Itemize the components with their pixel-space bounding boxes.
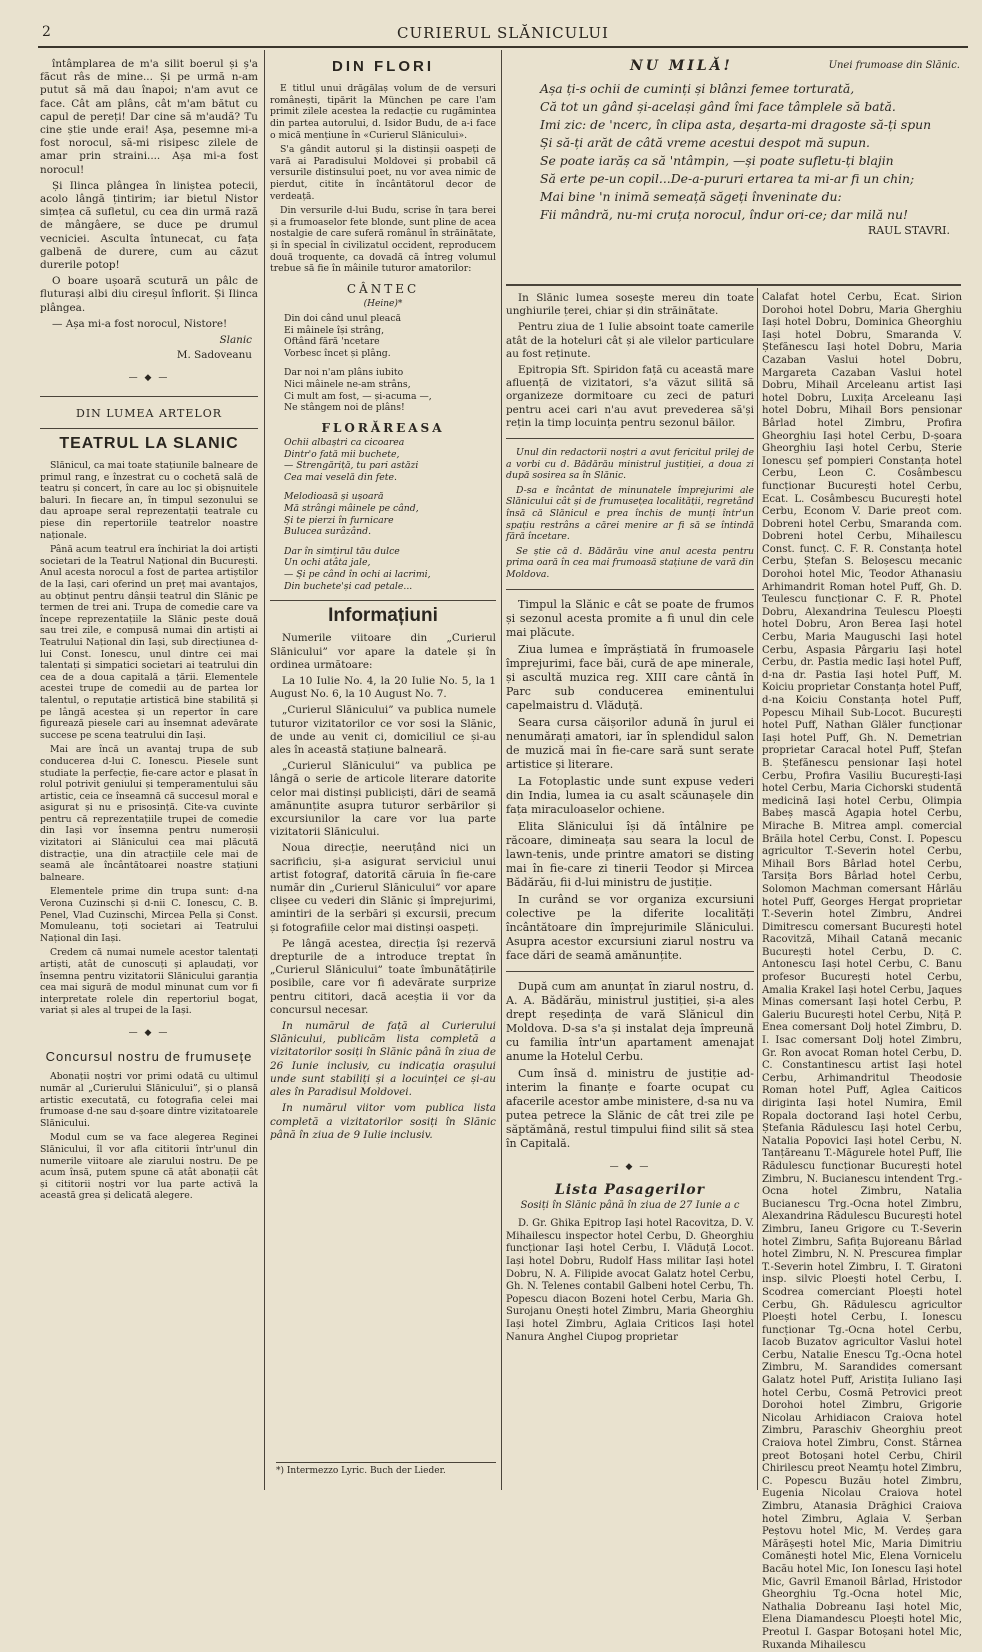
minister-report	[506, 980, 754, 1151]
ornament-divider: — ◆ —	[128, 373, 170, 384]
verse-line: Dar în simțirul tău dulce	[284, 545, 400, 557]
info-paragraph: Pe lângă acestea, direcția își rezervă drepturile de a introduce treptat în „Curierul Slănicului” toate îmbunătățirile posibile, care vor fi adevărate surprize pentru cititori, dacă aceștia ii vor da concursul necesar.	[270, 937, 496, 1016]
section-rule	[40, 428, 258, 429]
passenger-list-continued: Calafat hotel Cerbu, Ecat. Sirion Dorohoi hotel Dobru, Maria Gherghiu Iași hotel Dobru, Dominica Gheorghiu Iași hotel Dobru, Smaranda V. Ștefănescu Iași hotel Dobru, Maria Cazaban Vaslui hotel Dobru, Margareta Cazaban Vaslui hotel Dobru, Mihail Arceleanu artist Iași hotel Dobru, Luxița Arceleanu Iași hotel Dobru, Mihail Bors pensionar Bârlad hotel Zimbru, Profira Gheorghiu Iași hotel Cerbu, D-șoara Gheorghiu Iași hotel Cerbu, Sterie Ionescu șef pompieri Constanța hotel Cerbu, Leon C. Cosâmbescu funcționar București hotel Cerbu, Ecat. L. Cosâmbescu București hotel Cerbu, Econom V. Darie preot com. Dobreni hotel Cerbu, Smaranda com. Dobreni hotel Cerbu, Mihailescu Const. funcț. C. F. R. Constanța hotel Cerbu, Ștefan S. Beloșescu mecanic Dorohoi hotel Mic, Teodor Athanasiu Arhimandrit Roman hotel Puff, Gh. D. Teulescu funcționar C. F. R. Photel Dobru, Alexandrina Teulescu Ploești hotel Dobru, Aron Berea Iași hotel Cerbu, Maria Mauguschi Iași hotel Cerbu, Aspasia Pârgariu Iași hotel Cerbu, dr. Pastia medic Iași hotel Puff, d-na dr. Pastia Iași hotel Puff, M. Koiciu proprietar Constanța hotel Puff, d-na Koiciu Constanța hotel Puff, Popescu Mihail Sub-Locot. București hotel Puff, Nathan Gläler funcționar Iași hotel Puff, Gh. N. Demetrian proprietar Caracal hotel Puff, Ștefan B. Ștefănescu pensionar Iași hotel Cerbu, Profira Vasiliu București-Iași hotel Cerbu, Maria Cichorski studentă medicină Iași hotel Cerbu, Olimpia Babeș mască Agapia hotel Cerbu, Mirache B. Mitrea ampl. comercial Brăila hotel Cerbu, Const. I. Popescu agricultor T.-Severin hotel Cerbu, Mihail Bors Bârlad hotel Cerbu, Tarsița Bors Bârlad hotel Cerbu, Solomon Machman comersant Hârlău hotel Puff, Georges Hergat proprietar T.-Severin hotel Zimbru, Andrei Dimitrescu comersant București hotel Racovitză, Mihail Catană mecanic București hotel Cerbu, D. C. Antonescu Iași hotel Cerbu, C. Banu profesor București hotel Cerbu, Amalia Krakel Iași hotel Cerbu, Jaques Minas comersant Iași hotel Cerbu, P. Galeriu București hotel Cerbu, Niță P. Enea comersant Dolj hotel Zimbru, D. I. Isac comersant Dolj hotel Zimbru, Gr. Ron avocat Roman hotel Cerbu, D. C. Constantinescu artist Iași hotel Cerbu, Arhimandritul Theodosie Roman hotel Puff, Aglea Caiticos diriginta Iași hotel Numira, Emil Ropala doctorand Iași hotel Cerbu, Ștefania Rădulescu Iași hotel Cerbu, Natalia Popovici Iași hotel Cerbu, N. Tanțăreanu T.-Măgurele hotel Puff, Ilie Rădulescu funcționar București hotel Zimbru, N. Bucianescu intendent Trg.-Ocna hotel Zimbru, Natalia Bucianescu Trg.-Ocna hotel Zimbru, Alexandrina Rădulescu București hotel Zimbru, Ianeu Grigore cu T.-Severin hotel Zimbru, Safița Bujoreanu Bârlad hotel Zimbru, N. N. Prescurea fimplar T.-Severin hotel Zimbru, I. T. Giratoni insp. silvic Ploești hotel Cerbu, I. Scodrea comerciant Ploești hotel Cerbu, Gh. Rădulescu agricultor Ploești hotel Cerbu, I. Ionescu funcționar Tg.-Ocna hotel Cerbu, Iacob Buzatov agricultor Vaslui hotel Cerbu, Natalie Enescu Tg.-Ocna hotel Zimbru, M. Sarandides comersant Galatz hotel Puff, Aristița Iuliano Iași hotel Cerbu, Cosmă Petrovici preot Dorohoi hotel Zimbru, Grigorie Nicolau Arhidiacon Craiova hotel Zimbru, Paraschiv Gheorghiu preot Craiova hotel Zimbru, Const. Stârnea preot Botoșani hotel Cerbu, Chiril Chirilescu preot Neamțu hotel Zimbru, C. Popescu Buzău hotel Zimbru, Eugenia Nicolau Craiova hotel Zimbru, Atanasia Drăghici Craiova hotel Zimbru, Aglaia V. Șerban Peștovu hotel Mic, M. Verdeș gara Mărășești hotel Mic, Maria Dimitriu Comănești hotel Mic, Elena Vornicelu Bacău hotel Mic, Ion Ionescu Iași hotel Mic, Gavril Emanoil Bârlad, Hristodor Gheorghiu Tg.-Ocna hotel Mic, Nathalia Dobreanu Iași hotel Mic, Elena Diamandescu Ploești hotel Mic, Preotul I. Gaspar Botoșani hotel Mic, Ruxanda Mihailescu	[762, 292, 962, 1651]
news-paragraph: D-sa e încântat de minunatele împrejurimi ale Slănicului cât și de frumusețea localității, regretând însă că Slănicul e prea închis de munți într'un spațiu restrâns a cărei menire ar fi să se întindă fără încetare.	[506, 484, 754, 543]
verse-line: Vorbesc încet și plâng.	[284, 347, 391, 359]
verse-line: Că tot un gând și-același gând îmi face tâmplele să bată.	[540, 99, 896, 114]
info-paragraph: In numărul de față al Curierului Slănicului, publicăm lista completă a vizitatorilor sosiți în Slănic până în ziua de 26 Iunie inclusiv, cu indicația orașului unde sunt stabiliți și a locuinței ce și-au ales în Paradisul Moldovei.	[270, 1020, 496, 1099]
section-rule	[506, 589, 754, 590]
news-paragraph: Se știe că d. Bădărău vine anul acesta pentru prima oară în cea mai frumoasă stațiune de vară din Moldova.	[506, 545, 754, 580]
verse-line: Ei mâinele își strâng,	[284, 324, 385, 336]
poem-dedication: Unei frumoase din Slănic.	[828, 60, 960, 71]
verse-line: Ne stângem noi de plâns!	[284, 402, 405, 414]
stanza-break	[284, 359, 496, 367]
section-rule	[506, 971, 754, 972]
info-paragraph: La 10 Iulie No. 4, la 20 Iulie No. 5, la 1 August No. 6, la 10 August No. 7.	[270, 675, 496, 701]
verse-line: Cea mai veselă din fete.	[284, 471, 397, 483]
newspaper-title: CURIERUL SLĂNICULUI	[397, 24, 609, 42]
verse-line: — Strengăriță, tu pari astăzi	[284, 460, 419, 472]
news-paragraph: Timpul la Slănic e cât se poate de frumos și sezonul acesta promite a fi unul din cele mai plăcute.	[506, 597, 754, 639]
story-author: M. Sadoveanu	[176, 349, 252, 362]
article-paragraph: Slănicul, ca mai toate stațiunile balneare de primul rang, e înzestrat cu o cochetă sală de teatru și concert, în care au loc și obișnuitele baluri. In fiecare an, în timpul sezonului se dau aproape seral reprezentații teatrale cu piese din repertoriile teatrelor noastre naționale.	[40, 460, 258, 541]
story-paragraph: Și Ilinca plângea în liniștea potecii, acolo lângă țintirim; iar bietul Nistor simțea că sufletul, cu cea din urmă rază de mângâere, se duce pe drumul vecniciei. Asculta întunecat, cu fața galbenă de durere, cum au căzut durerile potop!	[40, 179, 258, 272]
news-paragraph: Pentru ziua de 1 Iulie absoint toate camerile atât de la hoteluri cât și ale vilelor particulare au fost reținute.	[506, 321, 754, 360]
story-paragraph: O boare ușoară scutură un pâlc de fluturași albi diu cireșul înflorit. Și Ilinca plângea.	[40, 275, 258, 314]
story-paragraph: — Așa mi-a fost norocul, Nistore!	[52, 317, 228, 330]
column-4	[762, 292, 962, 1651]
verse-line: Ci mult am fost, — și-acuma —,	[284, 390, 432, 402]
contest-article	[40, 1071, 258, 1202]
info-paragraph: „Curierul Slănicului” va publica pe lângă o serie de articole literare datorite celor mai distinși publiciști, dări de seamă amănunțite asupra tuturor serbărilor și excursiunilor la care vor lua parte vizitatorii Slănicului.	[270, 760, 496, 839]
footnote: *) Intermezzo Lyric. Buch der Lieder.	[276, 1462, 496, 1476]
section-rule	[506, 438, 754, 439]
page-number: 2	[42, 24, 51, 40]
column-rule-2	[501, 50, 502, 1490]
verse-line: Bulucea surâzând.	[284, 526, 372, 538]
article-paragraph: Credem că numai numele acestor talentați artiști, atât de cunoscuți și aplaudați, vor însemna pentru vizitatorii Slănicului garanția cea mai sigură de modul minunat cum vor fi interpretate rolele din repertoriul bogat, variat și ales al trupei de la Iași.	[40, 947, 258, 1017]
stanza-break	[284, 483, 496, 491]
article-title-din-flori: DIN FLORI	[332, 58, 434, 75]
verse-line: Mai bine 'n inimă semeață săgeți înveninate du:	[540, 189, 842, 204]
verse-line: Ochii albaștri ca cicoarea	[284, 437, 405, 449]
poem-nu-mila	[510, 58, 960, 280]
poem-author: RAUL STAVRI.	[867, 224, 950, 237]
article-paragraph: Din versurile d-lui Budu, scrise în țara berei și a frumoaselor fete blonde, sunt pline de acea nostalgie de care suferă românul în străinătate, și în special în civilizatul occident, reproducem două troquente, ca dovadă că întreg volumul trebue să fie în mâinile tuturor amatorilor:	[270, 205, 496, 275]
verse-line: Dintr'o fată mii buchete,	[284, 448, 400, 460]
article-paragraph: Mai are încă un avantaj trupa de sub conducerea d-lui C. Ionescu. Piesele sunt studiate la perfecție, fie-care actor e plasat în rolul potrivit geniului și temperamentului său artistic, ceia ce înseamnă că succesul moral e asigurat și nu e prisosință. Cite-va cuvinte pentru că reprezentațiile trupei de comedie din Iași vor însemna pentru numeroșii vizitatori ai Slănicului cea mai plăcută distracție, una din atracțiile cele mai de seamă ale încântătoarei noastre stațiuni balneare.	[40, 744, 258, 883]
verse-line: Să erte pe-un copil...De-a-pururi ertarea ta mi-ar fi un chin;	[540, 171, 915, 186]
verse-line: Așa ți-s ochii de cuminți și blânzi femee torturată,	[540, 81, 855, 96]
column-rule-3	[757, 288, 758, 1490]
news-paragraph: Seara cursa căișorilor adună în jurul ei nenumărați amatori, iar în splendidul salon de muzică mai în fie-care sară sunt serate artistice și literare.	[506, 715, 754, 771]
article-title-contest: Concursul nostru de frumusețe	[45, 1049, 253, 1065]
page-header	[38, 22, 968, 48]
news-paragraph: In curând se vor organiza excursiuni colective pe la diferite localități încântătoare din împrejurimile Slănicului. Asupra acestor excursiuni ziarul nostru va face dări de seamă amănunțite.	[506, 892, 754, 962]
section-rule	[270, 600, 496, 601]
poem-bottom-rule	[506, 284, 961, 286]
ornament-divider: — ◆ —	[609, 1161, 651, 1172]
verse-line: Un ochi atâta jale,	[284, 557, 371, 569]
interview-note	[506, 447, 754, 581]
article-paragraph: Până acum teatrul era închiriat la doi artiști societari de la Teatrul Național din București. Anul acesta norocul a fost de partea artiștilor de la Iași, cari oferind un preț mai avantajos, au obținut pentru dânșii teatrul din Slănic pe termen de trei ani. Trupa de comedie care va începe reprezentațiile la Slănic peste două sau trei zile, e compusă numai din artiști ai Teatrului Național din Iași, sub direcțiunea d-lui Const. Ionescu, unul dintre cei mai talentați și simpatici societari ai teatrului din cea de a doua capitală a țării. Elementele acestei trupe de comedii au de partea lor talentul, o reputație artistică bine stabilită și pe lângă acestea și un repertor în care figurează piesele cari au însemnat adevărate succese pe scena teatrului din Iași.	[40, 544, 258, 741]
article-title-theatre: TEATRUL LA SLANIC	[59, 434, 239, 452]
verse-line: Melodioasă și ușoară	[284, 491, 384, 503]
din-flori-intro	[270, 83, 496, 275]
verse-line: Fii mândră, nu-mi cruța norocul, îndur ori-ce; dar milă nu!	[540, 207, 908, 222]
poem-cantec	[284, 313, 496, 414]
verse-line: Mă strângi mâinele pe când,	[284, 503, 419, 515]
verse-line: Nici mâinele ne-am strâns,	[284, 379, 411, 391]
verse-line: Din doi când unul pleacă	[284, 313, 402, 325]
news-paragraph: Epitropia Sft. Spiridon față cu această mare afluență de vizitatori, s'a văzut silită să organizeze dormitoare cu zeci de paturi pentru acei cari n'au avut prevederea să'și rețin la timp locuința pentru sezonul băilor.	[506, 364, 754, 429]
news-paragraph: Elita Slănicului își dă întâlnire pe răcoare, dimineața sau seara la locul de lawn-tenis, unde printre amatori se disting mai în fie-care zi tinerii Teodor și Mircea Bădărău, fii d-lui ministru de justiție.	[506, 819, 754, 889]
poem-title-cantec: CÂNTEC	[346, 281, 420, 296]
verse-line: Se poate iarăș ca să 'ntâmpin, —și poate sufletu-ți blajin	[540, 153, 894, 168]
section-heading: DIN LUMEA ARTELOR	[76, 406, 222, 420]
verse-line: Dar noi n'am plâns iubito	[284, 367, 404, 379]
news-paragraph: Unul din redactorii noștri a avut fericitul prilej de a vorbi cu d. Bădărău ministrul justiției, a doua zi după sosirea sa în Slănic.	[506, 447, 754, 482]
news-paragraph: După cum am anunțat în ziarul nostru, d. A. A. Bădărău, ministrul justiției, și-a ales drept reședința de vară Slănicul din Moldova. D-sa s'a și instalat deja împreună cu familia într'un apartament amenajat anume la Hotelul Cerbu.	[506, 979, 754, 1063]
poem-title-floraresa: FLORĂREASA	[321, 420, 445, 435]
info-paragraph: „Curierul Slănicului” va publica numele tuturor vizitatorilor ce vor sosi la Slănic, de unde au venit ci, domiciliul ce și-au ales în această stațiune balneară.	[270, 704, 496, 757]
story-paragraph: întâmplarea de m'a silit boerul și ș'a făcut râs de mine... Și pe urmă n-am putut să mă dau înapoi; n'am avut ce face. Cât am plâns, cât m'am bătut cu capul de pereți! Dar cine să m'audă? Tu cine știe unde erai! Așa, pesemne mi-a fost norocul, să-mi risipesc zilele de amar prin straini.... Așa mi-a fost norocul!	[40, 58, 258, 176]
verse-line: Din buchete'și cad petale...	[284, 580, 413, 592]
verse-line: — Și pe când în ochi ai lacrimi,	[284, 569, 431, 580]
poem-body	[540, 80, 960, 224]
season-report	[506, 598, 754, 963]
article-paragraph: E titlul unui drăgălaș volum de de versuri românești, tipărit la München pe care l'am primit zilele acestea la redacție cu rugămintea din partea autorului, d. Isidor Budu, de a-i face o mică mențiune în «Curierul Slănicului».	[270, 83, 496, 141]
story-place: Slanic	[219, 334, 252, 347]
column-3	[506, 292, 754, 1490]
column-1	[40, 58, 258, 1488]
section-rule	[40, 396, 258, 397]
theatre-article	[40, 460, 258, 1017]
verse-line: Și să-ți arăt de câtă vreme acestui despot mă supun.	[540, 135, 870, 150]
passenger-list-title: Lista Pasagerilor	[554, 1181, 706, 1198]
news-paragraph: La Fotoplastic unde sunt expuse vederi din India, lumea ia cu asalt scăunașele din fața miraculoaselor ochiene.	[506, 774, 754, 816]
article-paragraph: Abonații noștri vor primi odată cu ultimul număr al „Curierului Slănicului”, și o plansă artistic executată, cu fotografia celei mai frumoase d-ne sau d-șoare dintre vizitatoarele Slănicului.	[40, 1071, 258, 1129]
passenger-list-subtitle: Sosiți în Slănic până în ziua de 27 Iunie a c	[520, 1199, 740, 1211]
article-paragraph: Modul cum se va face alegerea Reginei Slănicului, îl vor afla cititorii într'unul din numerile viitoare ale ziarului nostru. De pe acum însă, putem spune că atât abonații cât și cititorii noștri vor lua parte activă la această grea și delicată alegere.	[40, 1132, 258, 1202]
ornament-divider: — ◆ —	[128, 1027, 170, 1038]
info-paragraph: Noua direcție, neeruțând nici un sacrificiu, și-a asigurat serviciul unui artist fotograf, datorită căruia în fie-care număr din „Curierul Slănicului” vor apare clișee cu vederi din Slănic și împrejurimi, amintiri de la serbări și excursii, precum și fotografiile celor mai distinși oaspeți.	[270, 842, 496, 934]
article-paragraph: Elementele prime din trupa sunt: d-na Verona Cuzinschi și d-nii C. Ionescu, C. B. Penel, Vlad Cuzinschi, Mircea Pella și Const. Momuleanu, toți societari ai Teatrului Național din Iași.	[40, 886, 258, 944]
info-paragraph: In numărul viitor vom publica lista completă a vizitatorilor sosiți în Slănic până în ziua de 9 Iulie inclusiv.	[270, 1102, 496, 1141]
passenger-list-text: D. Gr. Ghika Epitrop Iași hotel Racovitza, D. V. Mihailescu inspector hotel Cerbu, D. Gheorghiu funcționar Iași hotel Cerbu, I. Vlăduță Locot. Iași hotel Dobru, Rudolf Hass militar Iași hotel Dobru, N. A. Filipide avocat Galatz hotel Cerbu, Gh. N. Telenes contabil Galbeni hotel Cerbu, Th. Popescu diacon Bozeni hotel Cerbu, Maria Gh. Surojanu Onești hotel Zimbru, Maria Gheorghiu Iași hotel Zimbru, Aglaia Criticos Iași hotel Nanura Anghel Ciupog proprietar	[506, 1218, 754, 1343]
column-2	[270, 58, 496, 1488]
news-paragraph: In Slănic lumea sosește mereu din toate unghiurile țerei, chiar și din străinătate.	[506, 292, 754, 318]
column-rule-1	[264, 50, 265, 1490]
verse-line: Imi zic: de 'ncerc, în clipa asta, deșarta-mi dragoste să-ți spun	[540, 117, 932, 132]
stanza-break	[284, 538, 496, 546]
article-title-informatiuni: Informațiuni	[328, 605, 438, 627]
poem-note: (Heine)*	[363, 298, 403, 309]
article-paragraph: S'a gândit autorul și la distinșii oaspeți de vară ai Paradisului Moldovei și probabil că versurile distinsului poet, nu vor avea nimic de pierdut, citite în încântătorul decor de verdeață.	[270, 144, 496, 202]
info-paragraph: Numerile viitoare din „Curierul Slănicului” vor apare la datele și în ordinea următoare:	[270, 632, 496, 671]
poem-title: NU MILĂ!	[630, 58, 733, 74]
poem-floraresa	[284, 437, 496, 592]
news-paragraph: Ziua lumea e împrăștiată în frumoasele împrejurimi, face băi, cură de ape minerale, și ascultă muzica reg. XIII care cântă în Parc sub conducerea eminentului capelmaistru d. Vlăduță.	[506, 642, 754, 712]
verse-line: Și te pierzi în furnicare	[284, 514, 394, 526]
verse-line: Oftând fără 'ncetare	[284, 336, 380, 348]
news-paragraph: Cum însă d. ministru de justiție ad-interim la finanțe e foarte ocupat cu afacerile acestor ambe ministere, d-sa nu va putea petrece la Slănic de cât trei zile pe săptămână, restul timpului fiind silit să stea în Capitală.	[506, 1066, 754, 1150]
